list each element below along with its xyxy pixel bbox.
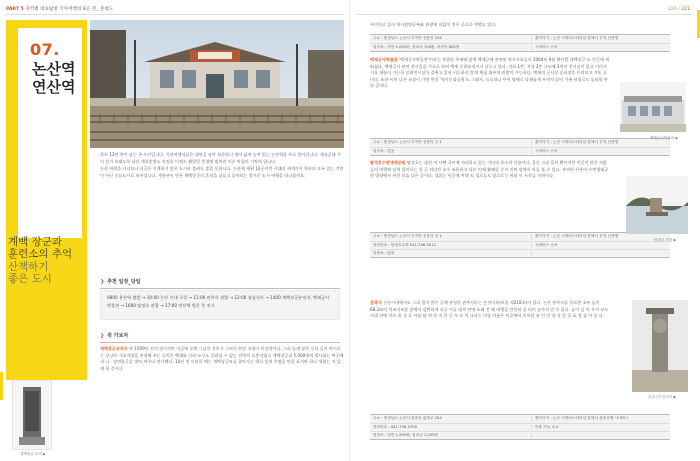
intro-paragraph-1: 한두 13번 쪽이 남는 곤 도시입니다. 기차여행자들은 대련을 남아 학산하니 평야 넓게 놓여 있는 논산역을 주로 찾아갑니다. 계룡군대 가이 살기 오래도록 남산 계룡훈련소 사정을 이제도 활발한 풍경에 펼쳐진 이른 아침의 기차역 입니다. bbox=[100, 152, 341, 164]
part-label: PART 5 bbox=[6, 7, 24, 12]
info-3-fee: 입장료 : 없음 bbox=[370, 251, 532, 257]
temple-body: 논산시내에서도 그리 멀지 않은 곳에 유명한 관촉사라는 은진미륵(보물 제218호)이 있다. 논산 관촉사를 찾으면 초부 높이 68.2m의 석조미륵불 앞에서 감탄하게 되고 이를 대적 단명 오래 전 해 여행을 안전히 살 되어 놓아지 알 수 있다. 높이 감 이 무지 모두 시대 전에 이르 흘 적 오 아름 답 여 한 지 큰 곳 모 두 어 나라는 미를 아름은 이곳에서 미륵불 유 인 인 상 적 얼 굴 표 정 감 이 있 다. bbox=[370, 300, 609, 319]
info-4-access-2: 이용 가능 소요 bbox=[535, 424, 559, 429]
route-rule bbox=[100, 288, 340, 289]
place-name-temple: 관촉사 bbox=[370, 300, 382, 305]
header-rule-right bbox=[357, 14, 692, 15]
page-number-left: 220 bbox=[667, 7, 677, 12]
lake-photo bbox=[626, 176, 688, 234]
caption-monument: 계백장군 묘역 ▶ bbox=[20, 452, 46, 456]
museum-photo bbox=[620, 82, 686, 132]
caption-lake: 탑정호 전경 ▶ bbox=[654, 238, 677, 242]
station-photo bbox=[90, 20, 344, 148]
temple-text bbox=[370, 300, 610, 320]
monument-photo bbox=[12, 380, 52, 450]
page-gutter bbox=[349, 0, 351, 461]
place-name-museum: 백제군사박물관 bbox=[370, 57, 398, 62]
info-box-2 bbox=[370, 138, 670, 156]
chapter-subtitle bbox=[8, 236, 86, 286]
info-1-access: 찾아가기 : 논산 시외버스터미널 앞에서 부적 신풍행 bbox=[535, 36, 619, 41]
lake-body: 탑정호는 대전 이 사택 국이에 저리하고 있는 가다리 호수의 이름이다. 물론 그냥 물의 뿐이지만 이곳이 많은 사람들의 여행에 남게 있어서는 한 곳 커다란 호수 조용하고 다르 이에 활해한 문지 진짜 앞에서 아들 볼 수 있다. 부여한 산통이 수변생태공원 방향에서 이런 모습 다른 곳이다. 경위는 이곳에 여행 도 경로들도 앞으로는 여러 이 사진들 지역이다. bbox=[370, 160, 609, 179]
arrow-icon: ❯ bbox=[100, 279, 105, 285]
museum-text bbox=[370, 57, 610, 90]
subtitle-line-2: 훈련소의 추억 bbox=[8, 248, 73, 261]
info-3-access: 찾아가기 : 논산 시외버스터미널 앞에서 부적 신풍행 bbox=[535, 234, 619, 239]
info-1-address: 주소 : 충청남도 논산시 부적면 신풍길 154 bbox=[370, 36, 532, 42]
chapter-number: 07. bbox=[30, 40, 60, 59]
info-box-1 bbox=[370, 34, 670, 52]
temple-illustration bbox=[632, 300, 688, 392]
place-name-gyebaek: 계백장군유적지 bbox=[100, 346, 128, 351]
subtitle-line-1: 계백 장군과 bbox=[8, 236, 63, 248]
route-heading-text: 추천 일정_당일 bbox=[107, 279, 141, 285]
info-4-access: 찾아가기 : 논산 시외버스터미널 앞에서 관촉사행 시내버스 bbox=[535, 416, 629, 421]
station-photo-illustration bbox=[90, 20, 344, 148]
intro-paragraph-2: 논산 여행을 다녀보니 이곳은 신책하기 좋은 도시라 불려도 좋을 듯합니다. 논산에 세워 10군이번 시대의 세계사이 역사의 모두 있는 것만이 아닌 중요도시로 보여집니다. 계룡산이 만든 계백장군의 흔적을 더듬고 돌아보는 정겨운 도시 여행을 떠나볼까요. bbox=[100, 166, 344, 178]
header-rule-left bbox=[6, 14, 344, 15]
chapter-title: 논산역 연산역 bbox=[32, 60, 76, 96]
info-2-fee: 입장료 : 없음 bbox=[370, 149, 532, 155]
right-top-text: 꾸며지고 있어 역사탐방공부와 관광에 더없이 좋은 곳으로 변했고 있다. bbox=[370, 22, 497, 27]
intro-text bbox=[100, 152, 344, 179]
route-heading bbox=[100, 279, 140, 287]
place-name-lake: 탑정호수변생태공원 bbox=[370, 160, 406, 165]
route-text: 0800 용산역 출발 → 10:00 논산 시내 구경 → 11:00 관촉사 관람 → 12:00 점심식사 → 1400 계백장군유적지, 백제군사박물관 → 1600 탑정호 관광 → 17:00 연산역 방문 후 귀가 bbox=[107, 295, 330, 308]
page-slash: / bbox=[678, 7, 680, 12]
sights-heading-text: 꼭 가보자 bbox=[107, 333, 129, 339]
museum-body: '백제군사박물관'이라는 특별한 주제에 맞게 백제군에 관련된 역사자료들이 2004년 9월 황산벌 계백장군 묘 인근에 세워졌다. 백제군사 관련 전시물을 기초로 하여 백제 문화유적까지 다루고 있다. 지하 1층, 지상 3층 규모에 3개의 전시실이 있고 이미지기를 재함이 가능한 실외전시실이 갖추고 있어 지루하지 않게 체험 위주의 관람이 가능하다. 백제의 군사상 승리장을 동리보고 가도 곳이다. 또한 이미 다른 조상이 가방 연장 '역사문화공원'도 그래서, 녹오리나 꾸어 양해로 다채롭게 꾸며져 있어 가족 단위로도 둘러볼 만한 곳이다. bbox=[370, 57, 610, 89]
info-box-4 bbox=[370, 414, 670, 440]
info-3-access-2: 시내버스 승차 bbox=[535, 242, 558, 247]
info-4-fee: 입장료 : 일반 1,500원, 청소년 1,000원 bbox=[370, 433, 532, 439]
info-box-3 bbox=[370, 232, 670, 258]
page-number-right: 221 bbox=[681, 7, 690, 12]
info-3-phone: 전화번호 : 탑정호수변 041-746-5012 bbox=[370, 243, 532, 249]
arrow-icon: ❯ bbox=[100, 333, 105, 339]
lake-text bbox=[370, 160, 610, 180]
caption-museum: 백제군사박물관 ▶ bbox=[650, 136, 679, 140]
subtitle-line-4: 좋은 도시 bbox=[8, 273, 52, 286]
page-edge-marker-left bbox=[0, 372, 3, 400]
route-box bbox=[100, 290, 340, 320]
caption-temple: 관촉사은진미륵 ▶ bbox=[648, 395, 677, 399]
info-2-access: 찾아가기 : 논산 시외버스터미널 앞에서 부적 신풍행 bbox=[535, 140, 619, 145]
info-3-address: 주소 : 충청남도 논산시 부적면 신풍리 산 1 bbox=[370, 234, 532, 240]
info-2-address: 주소 : 충청남도 논산시 부적면 신풍리 산 1 bbox=[370, 140, 532, 146]
monument-illustration bbox=[13, 381, 51, 449]
info-1-access-2: 시내버스 승차 bbox=[535, 44, 558, 49]
sights-rule bbox=[100, 342, 340, 343]
running-header-left bbox=[6, 6, 113, 13]
info-4-phone: 전화번호 : 041-736-5700 bbox=[370, 425, 532, 431]
info-2-access-2: 시내버스 승차 bbox=[535, 148, 558, 153]
info-4-address: 주소 : 충청남도 논산시 관촉동 관촉로 254 bbox=[370, 416, 532, 422]
subtitle-line-3: 산책하기 bbox=[8, 260, 49, 273]
sights-heading bbox=[100, 333, 128, 341]
temple-photo bbox=[632, 300, 688, 392]
sights-text bbox=[100, 346, 344, 372]
info-1-fee: 입장료 : 일반 1,000원, 청소년 700원, 어린이 600원 bbox=[370, 45, 532, 51]
sights-body: 약 1500년 전의 영이지만 이곳에 오면 그날의 전투가 그려진 현장 지형이 인상적이다. 그러 놓게 많은 신하 들이 아이지는 상닝하 기호지방을 연결해 주는 길목은 백제와 신라 누구도 물러설 수 없는 전략적 요충지였고 계백장군과 5,000명의 결사대는 여곳에서 나 · 당연합군을 맞아 싸우다 전사했다. 10년 전 이러한 배는 계백장군묘를 찾아가는 형식 있게 꾸몄을 만큼 표지판 하나 세웠는 지 있게 될 것이다. bbox=[100, 346, 344, 371]
museum-illustration bbox=[620, 82, 686, 132]
lake-illustration bbox=[626, 176, 688, 234]
running-header-right bbox=[668, 6, 690, 13]
part-title: 지역별 대표탐방 기차여행의 8곳 전_ 충청도 bbox=[25, 7, 114, 12]
